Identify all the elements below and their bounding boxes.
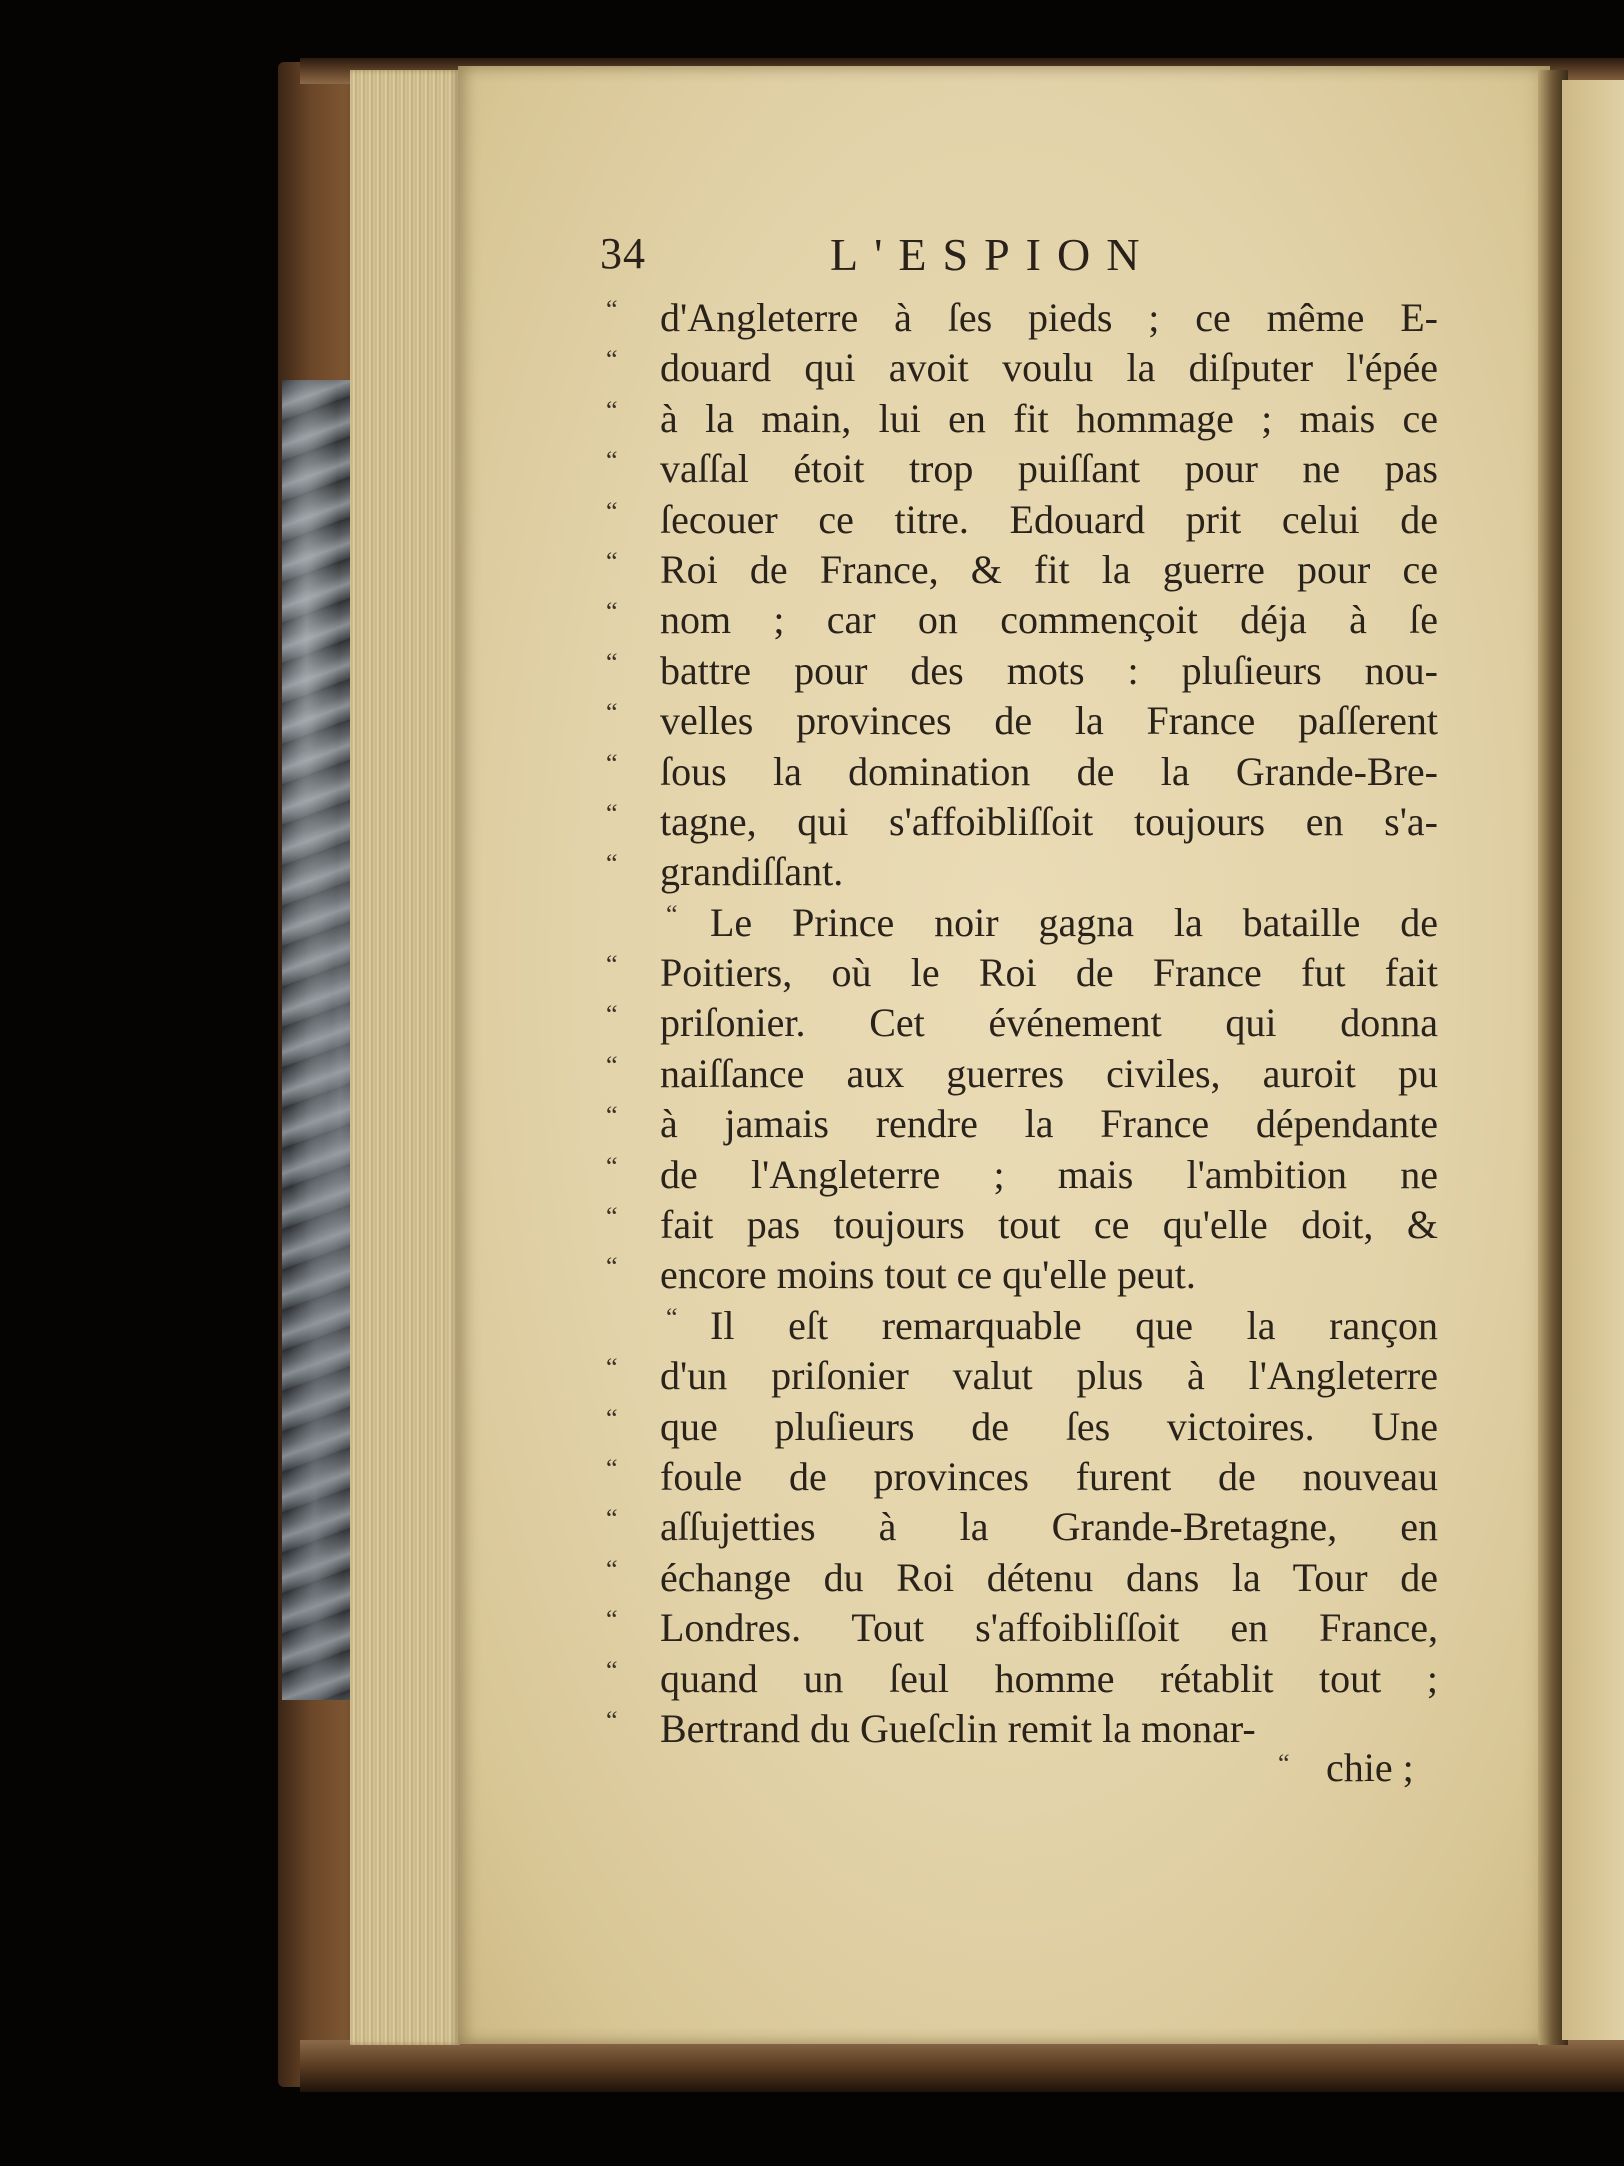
text-line	[606, 394, 1438, 444]
text-line	[606, 1603, 1438, 1653]
quote-mark: “	[606, 496, 618, 526]
text-line	[606, 1553, 1438, 1603]
quote-mark: “	[606, 647, 618, 677]
line-text: que pluſieurs de ſes victoires. Une	[660, 1403, 1438, 1449]
facing-page-edge	[1562, 80, 1624, 2040]
text-line	[606, 1250, 1438, 1300]
quote-mark: “	[606, 950, 618, 980]
text-line	[606, 1452, 1438, 1502]
running-title: L'ESPION	[830, 229, 1156, 280]
body-text	[606, 293, 1438, 1754]
text-line	[606, 545, 1438, 595]
text-line	[606, 595, 1438, 645]
quote-mark: “	[606, 546, 618, 576]
text-line	[606, 1502, 1438, 1552]
quote-mark: “	[606, 1403, 618, 1433]
text-line	[606, 1301, 1438, 1351]
quote-mark: “	[666, 1302, 678, 1332]
line-text: foule de provinces furent de nouveau	[660, 1453, 1438, 1499]
text-line	[606, 293, 1438, 343]
text-line	[606, 1049, 1438, 1099]
line-text: douard qui avoit voulu la diſputer l'épée	[660, 345, 1438, 391]
quote-mark: “	[606, 1705, 618, 1735]
quote-mark: “	[606, 597, 618, 627]
quote-mark: “	[606, 1353, 618, 1383]
line-text: grandiſſant.	[660, 849, 844, 895]
text-line	[606, 343, 1438, 393]
line-text: de l'Angleterre ; mais l'ambition ne	[660, 1151, 1438, 1197]
quote-mark: “	[606, 345, 618, 375]
quote-mark: “	[606, 798, 618, 828]
text-line	[606, 495, 1438, 545]
catchword	[1278, 1743, 1438, 1793]
text-line	[606, 747, 1438, 797]
catchword-text: chie ;	[1326, 1745, 1414, 1790]
line-text: battre pour des mots : pluſieurs nou-	[660, 647, 1438, 693]
quote-mark: “	[606, 446, 618, 476]
text-line	[606, 646, 1438, 696]
text-line	[606, 444, 1438, 494]
quote-mark: “	[606, 1000, 618, 1030]
line-text: Bertrand du Gueſclin remit la monar-	[660, 1705, 1256, 1751]
text-line	[606, 696, 1438, 746]
line-text: à jamais rendre la France dépendante	[660, 1101, 1438, 1147]
line-text: fait pas toujours tout ce qu'elle doit, &	[660, 1202, 1438, 1248]
quote-mark: “	[1278, 1749, 1290, 1778]
quote-mark: “	[606, 748, 618, 778]
line-text: quand un ſeul homme rétablit tout ;	[660, 1655, 1438, 1701]
quote-mark: “	[666, 899, 678, 929]
text-line	[606, 998, 1438, 1048]
quote-mark: “	[606, 295, 618, 324]
quote-mark: “	[606, 1101, 618, 1131]
line-text: aſſujetties à la Grande-Bretagne, en	[660, 1504, 1438, 1550]
line-text: priſonier. Cet événement qui donna	[660, 1000, 1438, 1046]
quote-mark: “	[606, 1050, 618, 1080]
quote-mark: “	[606, 1504, 618, 1534]
quote-mark: “	[606, 1554, 618, 1584]
line-text: d'un priſonier valut plus à l'Angleterre	[660, 1353, 1438, 1399]
line-text: Londres. Tout s'affoibliſſoit en France,	[660, 1605, 1438, 1651]
quote-mark: “	[606, 1605, 618, 1635]
line-text: échange du Roi détenu dans la Tour de	[660, 1554, 1438, 1600]
line-text: Il eſt remarquable que la rançon	[710, 1302, 1438, 1348]
line-text: Poitiers, où le Roi de France fut fait	[660, 950, 1438, 996]
page-header	[600, 228, 1300, 288]
line-text: tagne, qui s'affoibliſſoit toujours en s'a-	[660, 798, 1438, 844]
quote-mark: “	[606, 849, 618, 879]
line-text: vaſſal étoit trop puiſſant pour ne pas	[660, 446, 1438, 492]
text-line	[606, 1150, 1438, 1200]
line-text: Le Prince noir gagna la bataille de	[710, 899, 1438, 945]
quote-mark: “	[606, 1252, 618, 1282]
text-line	[606, 1099, 1438, 1149]
line-text: encore moins tout ce qu'elle peut.	[660, 1252, 1196, 1298]
line-text: velles provinces de la France paſſerent	[660, 698, 1438, 744]
text-line	[606, 898, 1438, 948]
quote-mark: “	[606, 1453, 618, 1483]
quote-mark: “	[606, 1655, 618, 1685]
line-text: naiſſance aux guerres civiles, auroit pu	[660, 1050, 1438, 1096]
quote-mark: “	[606, 1151, 618, 1181]
line-text: ſous la domination de la Grande-Bre-	[660, 748, 1438, 794]
cover-edge-bottom	[300, 2040, 1624, 2092]
quote-mark: “	[606, 698, 618, 728]
text-line	[606, 1654, 1438, 1704]
quote-mark: “	[606, 395, 618, 425]
line-text: à la main, lui en fit hommage ; mais ce	[660, 395, 1438, 441]
text-line	[606, 948, 1438, 998]
line-text: d'Angleterre à ſes pieds ; ce même E-	[660, 295, 1438, 340]
page-edges	[350, 70, 460, 2045]
text-line	[606, 797, 1438, 847]
line-text: Roi de France, & fit la guerre pour ce	[660, 546, 1438, 592]
line-text: ſecouer ce titre. Edouard prit celui de	[660, 496, 1438, 542]
text-line	[606, 847, 1438, 897]
text-line	[606, 1402, 1438, 1452]
text-line	[606, 1200, 1438, 1250]
page-number: 34	[600, 229, 646, 278]
text-line	[606, 1351, 1438, 1401]
line-text: nom ; car on commençoit déja à ſe	[660, 597, 1438, 643]
quote-mark: “	[606, 1202, 618, 1232]
